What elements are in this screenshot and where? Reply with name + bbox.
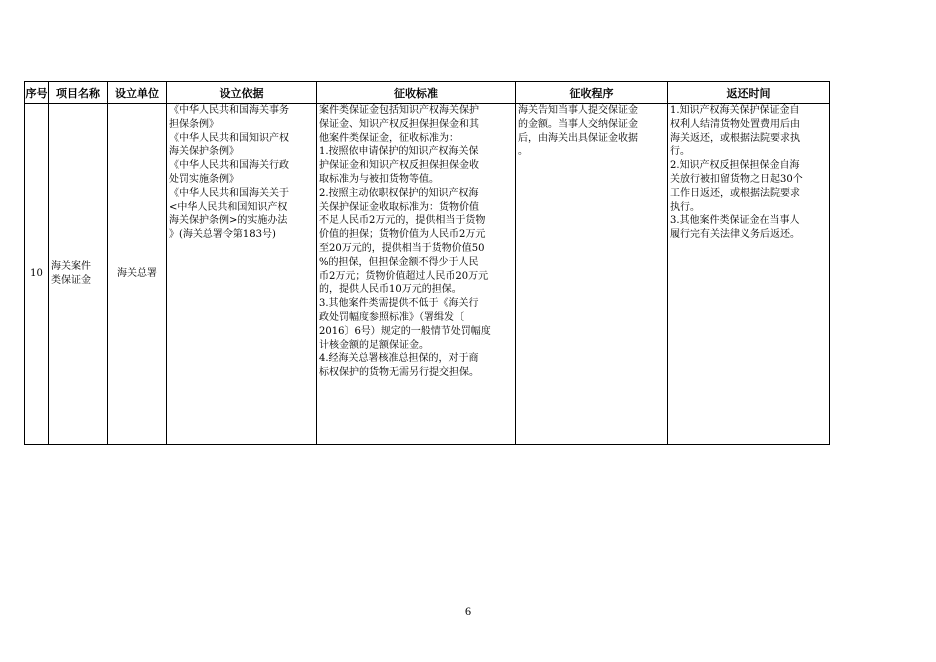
refund-time-line: 工作日返还，或根据法院要求 <box>670 187 800 199</box>
cell-item-name <box>49 104 108 445</box>
standard-line: 计核金额的足额保证金。 <box>319 339 429 351</box>
basis-line: 海关保护条例>的实施办法 <box>169 215 288 227</box>
standard-line: 不足人民币2万元的，提供相当于货物 <box>319 215 486 227</box>
basis-line: 处罚实施条例》 <box>169 173 239 185</box>
refund-time-line: 行。 <box>670 146 690 158</box>
unit-value: 海关总署 <box>117 268 157 280</box>
standard-line: 标权保护的货物无需另行提交担保。 <box>319 367 479 379</box>
fee-table <box>24 81 830 445</box>
standard-line: 价值的担保；货物价值为人民币2万元 <box>319 229 486 241</box>
cell-unit <box>108 104 167 445</box>
standard-line: 保证金、知识产权反担保担保金和其 <box>319 118 479 130</box>
page-number: 6 <box>465 604 471 618</box>
procedure-line: 的金额。当事人交纳保证金 <box>518 118 638 130</box>
standard-line: 的，提供人民币10万元的担保。 <box>319 284 462 296</box>
standard-line: 政处罚幅度参照标准》（署缉发〔 <box>319 311 464 323</box>
standard-line: 币2万元；货物价值超过人民币20万元 <box>319 270 489 282</box>
procedure-line: 后，由海关出具保证金收据 <box>518 132 638 144</box>
standard-line: 他案件类保证金，征收标准为： <box>319 132 459 144</box>
procedure-line: 。 <box>518 146 528 158</box>
standard-line: 4.经海关总署核准总担保的，对于商 <box>319 353 479 365</box>
header-refund-time: 返还时间 <box>668 82 830 104</box>
basis-line: 担保条例》 <box>169 118 219 130</box>
refund-time-line: 履行完有关法律义务后返还。 <box>670 229 800 241</box>
basis-line: 《中华人民共和国海关事务 <box>169 105 289 116</box>
item-name-line: 类保证金 <box>51 275 91 286</box>
header-index: 序号 <box>25 82 49 104</box>
header-basis: 设立依据 <box>167 82 317 104</box>
refund-time-line: 2.知识产权反担保担保金自海 <box>670 160 800 172</box>
header-procedure: 征收程序 <box>516 82 668 104</box>
standard-line: 2.按照主动依职权保护的知识产权海 <box>319 187 479 199</box>
refund-time-line: 1.知识产权海关保护保证金自 <box>670 105 800 116</box>
procedure-line: 海关告知当事人提交保证金 <box>518 105 638 116</box>
refund-time-line: 权利人结清货物处置费用后由 <box>670 118 800 130</box>
index-value: 10 <box>30 268 43 280</box>
cell-procedure <box>516 104 668 445</box>
basis-line: 海关保护条例》 <box>169 146 239 158</box>
cell-standard <box>317 104 516 445</box>
cell-basis <box>167 104 317 445</box>
basis-line: 《中华人民共和国知识产权 <box>169 132 289 144</box>
table-row <box>25 104 830 445</box>
refund-time-line: 3.其他案件类保证金在当事人 <box>670 215 800 227</box>
header-unit: 设立单位 <box>108 82 167 104</box>
standard-line: 护保证金和知识产权反担保担保金收 <box>319 160 479 172</box>
standard-line: 2016〕6号）规定的一般情节处罚幅度 <box>319 325 491 337</box>
standard-line: %的担保，但担保金额不得少于人民 <box>319 256 479 268</box>
standard-line: 取标准为与被扣货物等值。 <box>319 173 439 185</box>
refund-time-line: 海关返还，或根据法院要求执 <box>670 132 800 144</box>
cell-refund-time <box>668 104 830 445</box>
cell-index <box>25 104 49 445</box>
refund-time-line: 关放行被扣留货物之日起30个 <box>670 173 803 185</box>
header-row <box>25 82 830 104</box>
standard-line: 案件类保证金包括知识产权海关保护 <box>319 105 479 116</box>
header-item-name: 项目名称 <box>49 82 108 104</box>
basis-line: <中华人民共和国知识产权 <box>169 201 288 213</box>
basis-line: 《中华人民共和国海关关于 <box>169 187 289 199</box>
standard-line: 3.其他案件类需提供不低于《海关行 <box>319 298 479 310</box>
basis-line: 《中华人民共和国海关行政 <box>169 160 289 172</box>
header-standard: 征收标准 <box>317 82 516 104</box>
item-name-line: 海关案件 <box>51 261 91 273</box>
basis-line: 》(海关总署令第183号) <box>169 229 276 241</box>
standard-line: 关保护保证金收取标准为：货物价值 <box>319 201 479 213</box>
standard-line: 至20万元的，提供相当于货物价值50 <box>319 242 485 254</box>
refund-time-line: 执行。 <box>670 201 700 213</box>
standard-line: 1.按照依申请保护的知识产权海关保 <box>319 146 479 158</box>
